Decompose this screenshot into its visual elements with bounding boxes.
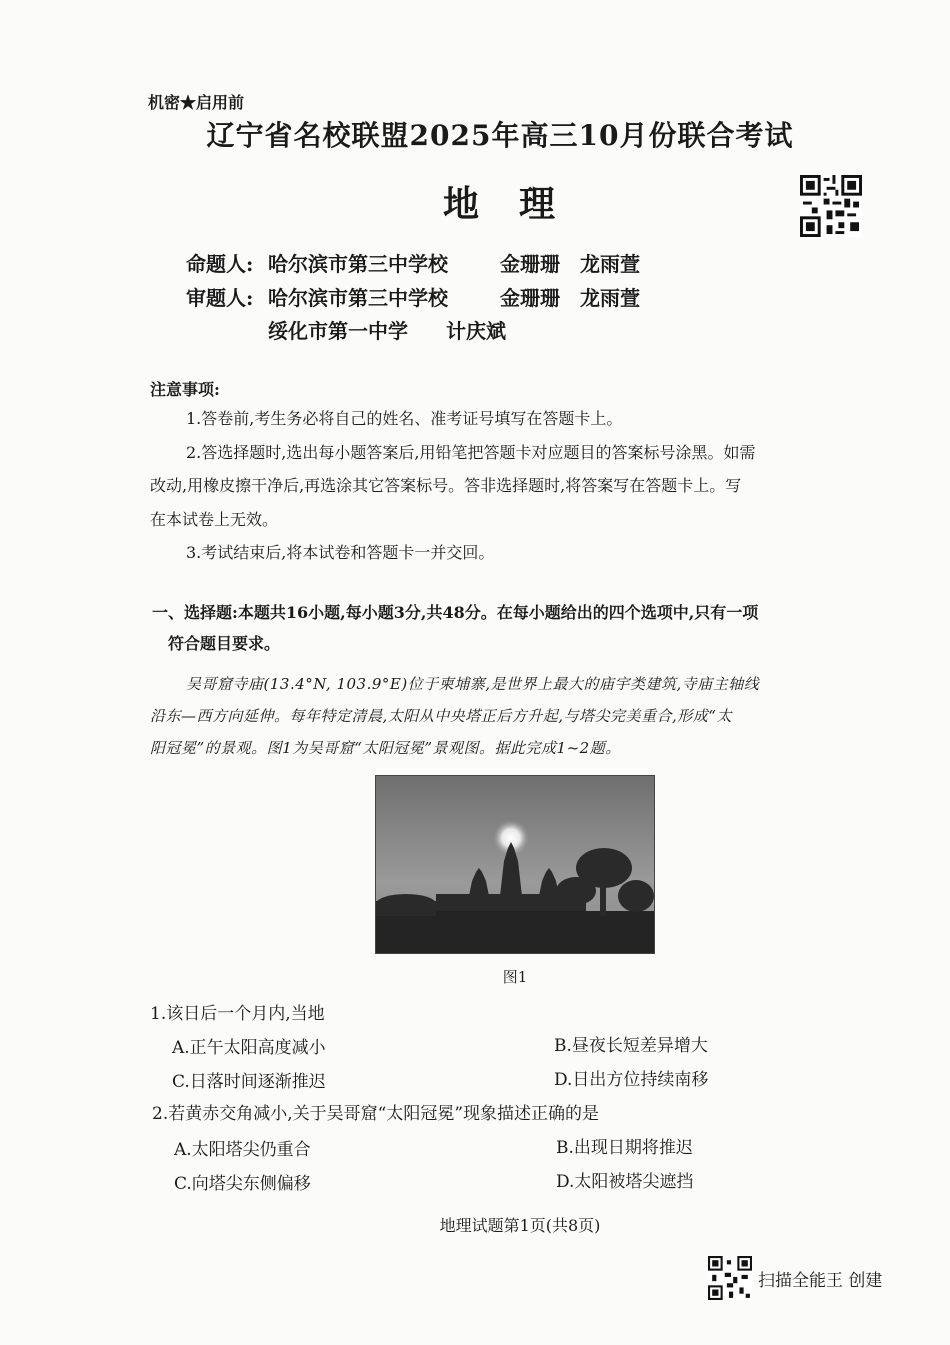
notes-title: 注意事项: xyxy=(150,380,220,399)
scanner-brand: 扫描全能王 创建 xyxy=(758,1271,883,1291)
question-1-option-c: C.日落时间逐渐推迟 xyxy=(172,1072,326,1092)
question-2-option-c: C.向塔尖东侧偏移 xyxy=(174,1174,311,1194)
question-2-option-b: B.出现日期将推迟 xyxy=(556,1138,693,1158)
question-2-stem: 2.若黄赤交角减小,关于吴哥窟“太阳冠冕”现象描述正确的是 xyxy=(152,1104,600,1124)
note-item-1: 1.答卷前,考生务必将自己的姓名、准考证号填写在答题卡上。 xyxy=(186,409,623,428)
reviewer2-name: 计庆斌 xyxy=(446,319,506,343)
section-heading-line-2: 符合题目要求。 xyxy=(168,634,281,653)
note-item-3: 3.考试结束后,将本试卷和答题卡一并交回。 xyxy=(186,543,495,562)
question-1-option-b: B.昼夜长短差异增大 xyxy=(554,1036,708,1056)
reviewer2-school: 绥化市第一中学 xyxy=(268,319,408,343)
setter-names: 金珊珊 龙雨萱 xyxy=(500,252,640,276)
note-item-2-line-2: 改动,用橡皮擦干净后,再选涂其它答案标号。答非选择题时,将答案写在答题卡上。写 xyxy=(150,476,742,495)
note-item-2-line-3: 在本试卷上无效。 xyxy=(150,510,279,529)
subject-title: 地 理 xyxy=(442,183,557,225)
figure-caption: 图1 xyxy=(502,968,528,986)
confidential-mark: 机密★启用前 xyxy=(148,93,245,112)
qr-code-icon xyxy=(800,175,862,237)
reading-passage xyxy=(150,668,872,764)
setter-label: 命题人: xyxy=(186,252,254,276)
exam-title: 辽宁省名校联盟2025年高三10月份联合考试 xyxy=(206,119,794,152)
question-1-stem: 1.该日后一个月内,当地 xyxy=(150,1004,325,1024)
question-1-option-d: D.日出方位持续南移 xyxy=(554,1070,709,1090)
note-item-2-line-1: 2.答选择题时,选出每小题答案后,用铅笔把答题卡对应题目的答案标号涂黑。如需 xyxy=(186,443,756,462)
section-heading-line-1: 一、选择题:本题共16小题,每小题3分,共48分。在每小题给出的四个选项中,只有一项 xyxy=(152,603,759,622)
passage-line-1: 吴哥窟寺庙(13.4°N, 103.9°E)位于柬埔寨,是世界上最大的庙宇类建筑,寺庙主轴线 xyxy=(186,675,760,693)
passage-line-2: 沿东—西方向延伸。每年特定清晨,太阳从中央塔正后方升起,与塔尖完美重合,形成“太 xyxy=(150,707,732,725)
reviewer-label: 审题人: xyxy=(186,286,254,310)
passage-line-3: 阳冠冕”的景观。图1为吴哥窟“太阳冠冕”景观图。据此完成1~2题。 xyxy=(150,739,621,757)
question-1-option-a: A.正午太阳高度减小 xyxy=(172,1038,326,1058)
setter-school: 哈尔滨市第三中学校 xyxy=(268,252,448,276)
question-2-option-a: A.太阳塔尖仍重合 xyxy=(174,1140,311,1160)
qr-code-icon xyxy=(708,1256,752,1300)
reviewer-school: 哈尔滨市第三中学校 xyxy=(268,286,448,310)
page-footer: 地理试题第1页(共8页) xyxy=(439,1216,601,1235)
angkor-wat-photo xyxy=(375,775,655,954)
question-2-option-d: D.太阳被塔尖遮挡 xyxy=(556,1172,694,1192)
reviewer-names: 金珊珊 龙雨萱 xyxy=(500,286,640,310)
section-heading xyxy=(152,597,872,659)
